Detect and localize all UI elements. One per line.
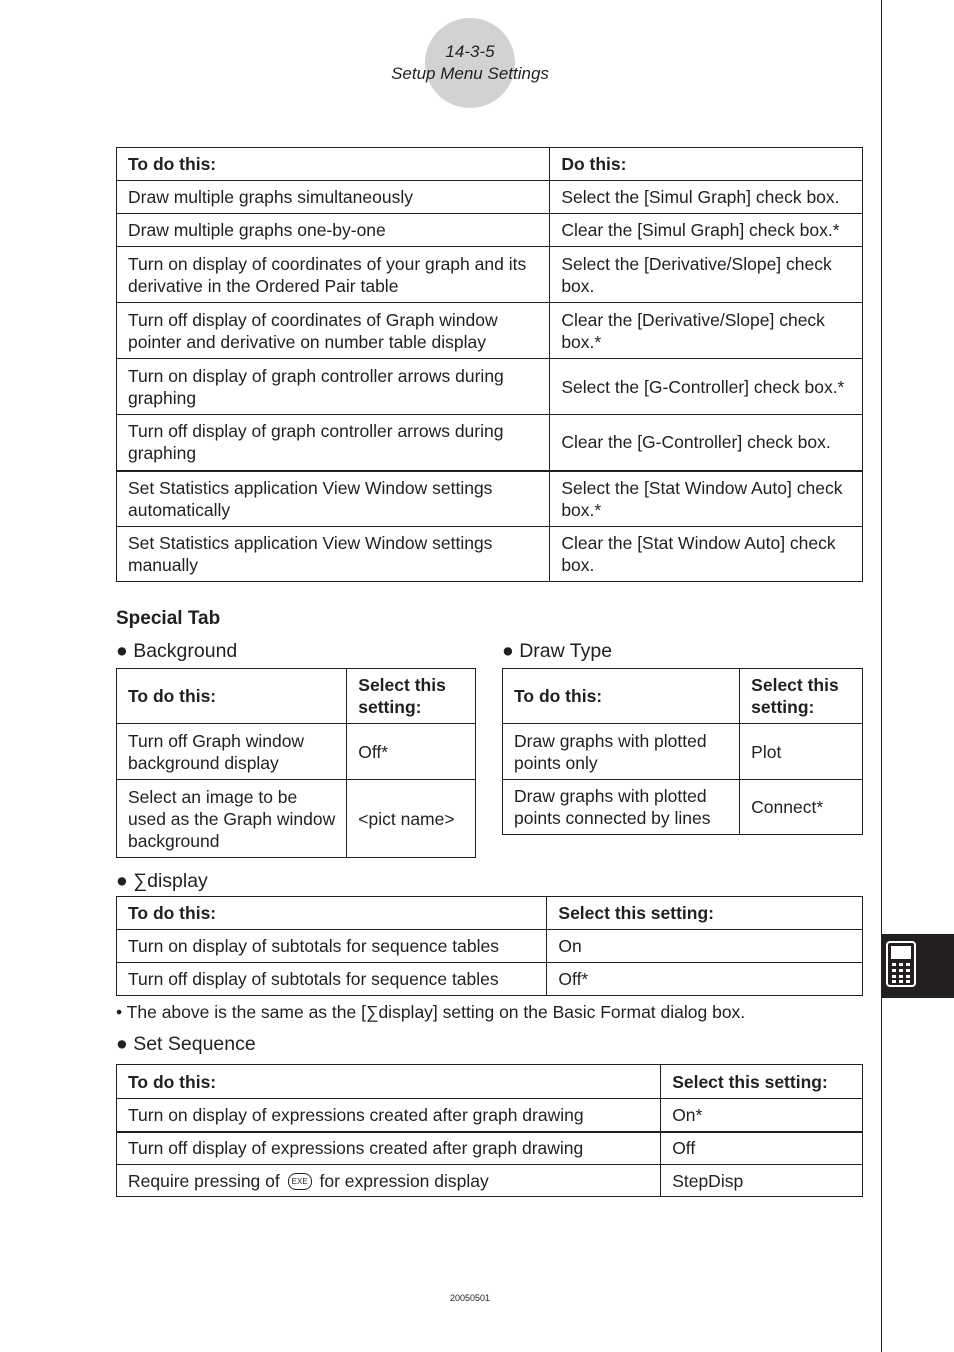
page-title: Setup Menu Settings — [391, 64, 549, 83]
table-cell: Select an image to be used as the Graph window background — [117, 780, 347, 858]
table-row — [117, 303, 863, 359]
column-header: Select this setting: — [740, 669, 863, 724]
table-row — [503, 724, 863, 780]
column-header: To do this: — [117, 1065, 661, 1099]
footer-code: 20050501 — [449, 1293, 491, 1303]
table-cell: Turn off display of expressions created after graph drawing — [117, 1132, 661, 1165]
chapter-side-tab — [882, 934, 954, 998]
table-row — [117, 1099, 863, 1132]
table-cell: Draw multiple graphs one-by-one — [117, 214, 550, 247]
column-header: Do this: — [550, 148, 863, 181]
note-text: • The above is the same as the [∑display] setting on the Basic Format dialog box. — [116, 1002, 746, 1022]
table-cell: Turn off display of subtotals for sequence tables — [117, 963, 547, 996]
table-cell: Off — [661, 1132, 863, 1165]
subsection-title: ● Set Sequence — [116, 1033, 256, 1055]
calculator-icon — [886, 941, 916, 987]
table-row — [117, 527, 863, 582]
table-cell: Draw graphs with plotted points connected by lines — [503, 780, 740, 835]
table-cell: Select the [G-Controller] check box.* — [550, 359, 863, 415]
table-header-row — [117, 669, 476, 724]
column-header: To do this: — [117, 897, 547, 930]
table-cell: Turn off Graph window background display — [117, 724, 347, 780]
table-row — [117, 247, 863, 303]
section-heading: Special Tab — [116, 608, 221, 629]
table-cell: Turn on display of graph controller arrows during graphing — [117, 359, 550, 415]
column-header: To do this: — [503, 669, 740, 724]
table-cell: Clear the [Stat Window Auto] check box. — [550, 527, 863, 582]
exe-key-icon: EXE — [288, 1173, 312, 1190]
table-cell: StepDisp — [661, 1165, 863, 1197]
table-cell: Off* — [347, 724, 476, 780]
table-cell: Set Statistics application View Window settings automatically — [117, 471, 550, 527]
column-header: Select this setting: — [661, 1065, 863, 1099]
table-cell: Clear the [G-Controller] check box. — [550, 415, 863, 471]
draw-type-table — [502, 668, 863, 835]
table-header-row — [117, 1065, 863, 1099]
table-row — [117, 963, 863, 996]
table-cell: On — [547, 930, 863, 963]
set-sequence-table — [116, 1064, 863, 1197]
sigma-display-table — [116, 896, 863, 996]
table-cell: Turn off display of graph controller arrows during graphing — [117, 415, 550, 471]
table-cell: Turn off display of coordinates of Graph window pointer and derivative on number table display — [117, 303, 550, 359]
table-cell: Clear the [Simul Graph] check box.* — [550, 214, 863, 247]
column-header: Select this setting: — [547, 897, 863, 930]
table-row — [117, 1165, 863, 1197]
column-header: Select this setting: — [347, 669, 476, 724]
table-cell: Select the [Derivative/Slope] check box. — [550, 247, 863, 303]
table-cell: Turn on display of coordinates of your graph and its derivative in the Ordered Pair table — [117, 247, 550, 303]
table-cell: Turn on display of subtotals for sequence tables — [117, 930, 547, 963]
table-cell: Plot — [740, 724, 863, 780]
table-row — [117, 1132, 863, 1165]
table-cell — [117, 1165, 661, 1197]
table-cell: Connect* — [740, 780, 863, 835]
table-row — [117, 724, 476, 780]
table-row — [117, 471, 863, 527]
subsection-title-text: Background — [133, 640, 238, 662]
table-header-row — [503, 669, 863, 724]
table-cell: On* — [661, 1099, 863, 1132]
table-row — [117, 181, 863, 214]
cell-text: Require pressing of — [128, 1170, 280, 1191]
cell-text: for expression display — [319, 1170, 489, 1191]
background-table — [116, 668, 476, 858]
page-number: 14-3-5 — [445, 42, 495, 61]
table-header-row — [117, 897, 863, 930]
subsection-title-text: Set Sequence — [133, 1033, 256, 1055]
column-header: To do this: — [117, 148, 550, 181]
table-cell: <pict name> — [347, 780, 476, 858]
table-row — [117, 780, 476, 858]
table-cell: Turn on display of expressions created after graph drawing — [117, 1099, 661, 1132]
table-cell: Select the [Simul Graph] check box. — [550, 181, 863, 214]
table-row — [117, 359, 863, 415]
subsection-title: ● Background — [116, 640, 238, 662]
header-circle — [425, 18, 515, 108]
column-header: To do this: — [117, 669, 347, 724]
table-header-row — [117, 148, 863, 181]
table-cell: Select the [Stat Window Auto] check box.* — [550, 471, 863, 527]
subsection-title-text: Draw Type — [519, 640, 613, 662]
table-row — [117, 930, 863, 963]
table-row — [117, 214, 863, 247]
table-row — [117, 415, 863, 471]
subsection-title: ● ∑display — [116, 870, 208, 892]
table-cell: Draw graphs with plotted points only — [503, 724, 740, 780]
subsection-title: ● Draw Type — [502, 640, 613, 662]
table-cell: Off* — [547, 963, 863, 996]
right-margin-rule — [881, 0, 882, 1352]
table-cell: Draw multiple graphs simultaneously — [117, 181, 550, 214]
subsection-title-text: ∑display — [133, 870, 208, 892]
table-cell: Clear the [Derivative/Slope] check box.* — [550, 303, 863, 359]
settings-table — [116, 147, 863, 582]
table-row — [503, 780, 863, 835]
table-cell: Set Statistics application View Window settings manually — [117, 527, 550, 582]
